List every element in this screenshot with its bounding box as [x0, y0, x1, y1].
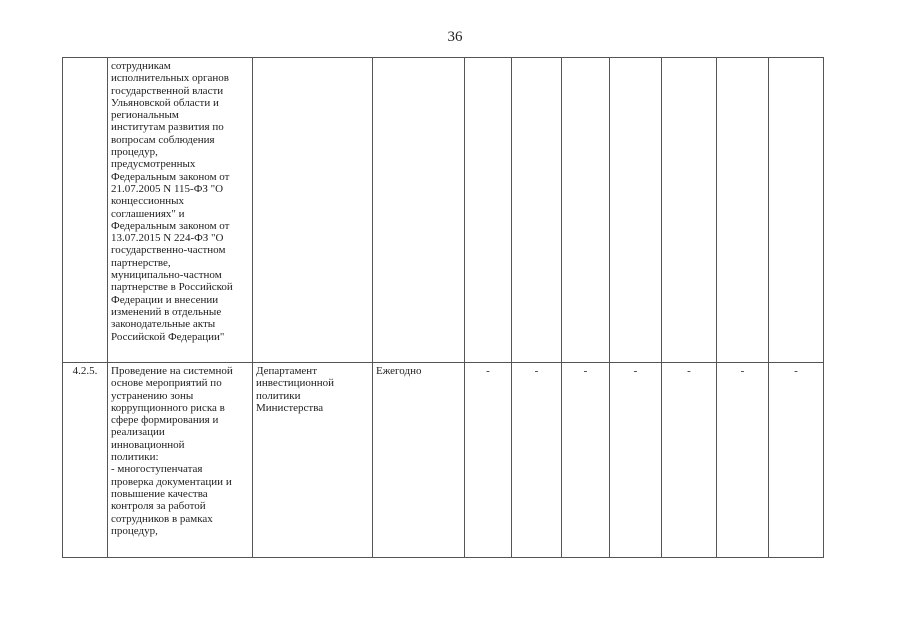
value-cell — [769, 58, 824, 363]
term-cell: Ежегодно — [373, 363, 465, 558]
table-row — [63, 58, 824, 363]
value-cell — [717, 58, 769, 363]
activity-cell: сотрудникам исполнительных органов государственной власти Ульяновской области и региональным институтам развития по вопросам соблюдения процедур, предусмотренных Федеральным законом от 21.07.2005 N 115-ФЗ "О концессионных соглашениях" и Федеральным законом от 13.07.2015 N 224-ФЗ "О государственно-частном партнерстве, муниципально-частном партнерстве в Российской Федерации и внесении изменений в отдельные законодательные акты Российской Федерации" — [108, 58, 253, 363]
executor-cell — [253, 58, 373, 363]
row-number-cell — [63, 58, 108, 363]
value-cell: - — [465, 363, 512, 558]
value-cell — [610, 58, 662, 363]
value-cell — [662, 58, 717, 363]
term-cell — [373, 58, 465, 363]
table-row — [63, 363, 824, 558]
value-cell: - — [562, 363, 610, 558]
value-cell: - — [610, 363, 662, 558]
page-number: 36 — [447, 29, 463, 45]
value-cell: - — [662, 363, 717, 558]
measures-table — [62, 57, 824, 558]
value-cell: - — [769, 363, 824, 558]
row-number-cell: 4.2.5. — [63, 363, 108, 558]
value-cell: - — [512, 363, 562, 558]
value-cell: - — [717, 363, 769, 558]
value-cell — [465, 58, 512, 363]
activity-cell: Проведение на системной основе мероприятий по устранению зоны коррупционного риска в сфере формирования и реализации инновационной политики: - многоступенчатая проверка документации и повышение качества контроля за работой сотрудников в рамках процедур, — [108, 363, 253, 558]
value-cell — [562, 58, 610, 363]
value-cell — [512, 58, 562, 363]
executor-cell: Департамент инвестиционной политики Министерства — [253, 363, 373, 558]
